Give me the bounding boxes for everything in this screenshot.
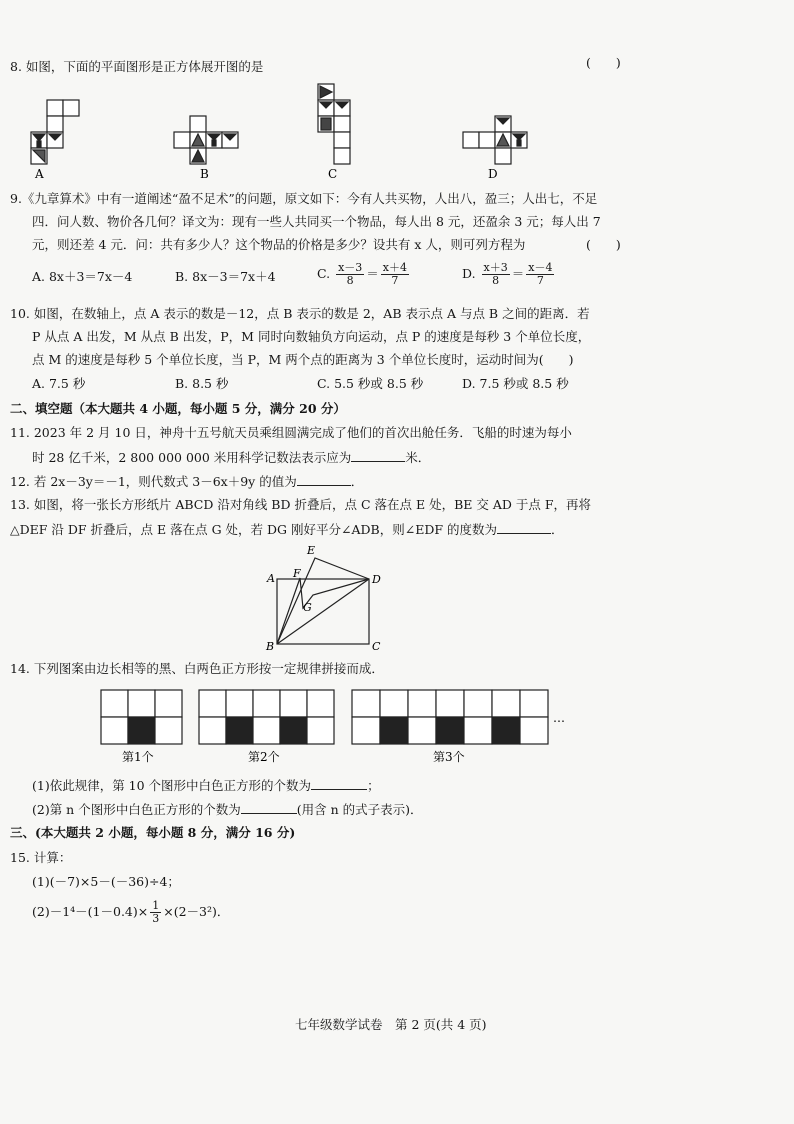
- pattern-2: [199, 690, 334, 744]
- q14-pattern-figure: [0, 684, 794, 764]
- point-e: E: [307, 544, 316, 557]
- q9-line2: 四．问人数、物价各几何？译文为：现有一些人共同买一个物品，每人出 8 元，还盈余 3 元；每人出 7: [32, 214, 601, 229]
- section-2-heading: 二、填空题（本大题共 4 小题，每小题 5 分，满分 20 分）: [10, 401, 346, 416]
- point-g: G: [303, 601, 312, 614]
- q10-option-b: B. 8.5 秒: [175, 376, 229, 391]
- q15-stem: 15. 计算：: [10, 850, 72, 865]
- pattern-1: [101, 690, 182, 744]
- q9-line3: 元，则还差 4 元．问：共有多少人？这个物品的价格是多少？设共有 x 人，则可列方程为: [32, 237, 526, 252]
- net-d-label: D: [488, 167, 498, 180]
- q9-line1: 9.《九章算术》中有一道阐述“盈不足术”的问题，原文如下：今有人共买物，人出八，盈三；人出七，不足: [10, 191, 598, 206]
- q8-nets-figure: [0, 80, 794, 180]
- q10-line3: 点 M 的速度是每秒 5 个单位长度，当 P，M 两个点的距离为 3 个单位长度时，运动时间为( ): [32, 352, 574, 367]
- pattern-3: [352, 690, 548, 744]
- point-c: C: [372, 640, 381, 653]
- section-3-heading: 三、(本大题共 2 小题，每小题 8 分，满分 16 分): [10, 825, 296, 840]
- q11-line2: 时 28 亿千米，2 800 000 000 米用科学记数法表示应为 米．: [32, 447, 430, 467]
- pattern-1-caption: 第1个: [122, 750, 154, 764]
- q12: 12. 若 2x－3y＝－1，则代数式 3－6x＋9y 的值为 ．: [10, 471, 363, 491]
- net-b-label: B: [200, 167, 209, 180]
- q13-fold-figure: [255, 540, 395, 655]
- q9-answer-paren: ( ): [586, 237, 621, 252]
- q8-answer-paren: ( ): [586, 55, 621, 70]
- q9-option-d: D. $\frac{x+3}{8}$ ＝ $\frac{x-4}{7}$: [462, 261, 553, 287]
- q8-stem: 8. 如图，下面的平面图形是正方体展开图的是: [10, 59, 264, 74]
- pattern-3-caption: 第3个: [433, 750, 465, 764]
- point-d: D: [372, 573, 381, 586]
- q11-line1: 11. 2023 年 2 月 10 日，神舟十五号航天员乘组圆满完成了他们的首次出舱任务．飞船的时速为每小: [10, 425, 572, 440]
- q9-option-b: B. 8x－3＝7x＋4: [175, 269, 276, 284]
- net-c: [318, 84, 350, 164]
- pattern-2-caption: 第2个: [248, 750, 280, 764]
- q14-sub1: (1)依此规律，第 10 个图形中白色正方形的个数为 ；: [32, 775, 380, 795]
- q14-stem: 14. 下列图案由边长相等的黑、白两色正方形按一定规律拼接而成．: [10, 661, 384, 676]
- net-a: [31, 100, 79, 164]
- q13-line1: 13. 如图，将一张长方形纸片 ABCD 沿对角线 BD 折叠后，点 C 落在点 E 处，BE 交 AD 于点 F，再将: [10, 497, 591, 512]
- q15-sub1: (1)(－7)×5－(－36)÷4；: [32, 874, 180, 889]
- net-b: [174, 116, 238, 164]
- q13-line2: △DEF 沿 DF 折叠后，点 E 落在点 G 处，若 DG 刚好平分∠ADB，则∠EDF 的度数为 ．: [10, 519, 564, 539]
- q9-option-c: C. $\frac{x-3}{8}$ ＝ $\frac{x+4}{7}$: [317, 261, 407, 287]
- net-a-label: A: [35, 167, 44, 180]
- q10-option-d: D. 7.5 秒或 8.5 秒: [462, 376, 569, 391]
- net-c-label: C: [328, 167, 338, 180]
- q10-option-c: C. 5.5 秒或 8.5 秒: [317, 376, 424, 391]
- point-a: A: [267, 572, 275, 585]
- q15-sub2: (2)－1⁴－(1－0.4)× $\frac{1}{3}$ ×(2－3²)．: [32, 899, 230, 925]
- q10-line2: P 从点 A 出发，M 从点 B 出发，P，M 同时向数轴负方向运动，点 P 的速度是每秒 3 个单位长度，: [32, 329, 591, 344]
- point-f: F: [293, 567, 301, 580]
- point-b: B: [266, 640, 275, 653]
- net-d: [463, 116, 527, 164]
- q10-line1: 10. 如图，在数轴上，点 A 表示的数是－12，点 B 表示的数是 2，AB 表示点 A 与点 B 之间的距离．若: [10, 306, 590, 321]
- ellipsis: …: [553, 711, 565, 725]
- q14-sub2: (2)第 n 个图形中白色正方形的个数为 (用含 n 的式子表示)．: [32, 799, 422, 819]
- q9-option-a: A. 8x＋3＝7x－4: [32, 269, 133, 284]
- page-footer: 七年级数学试卷 第 2 页(共 4 页): [295, 1017, 487, 1032]
- q10-option-a: A. 7.5 秒: [32, 376, 86, 391]
